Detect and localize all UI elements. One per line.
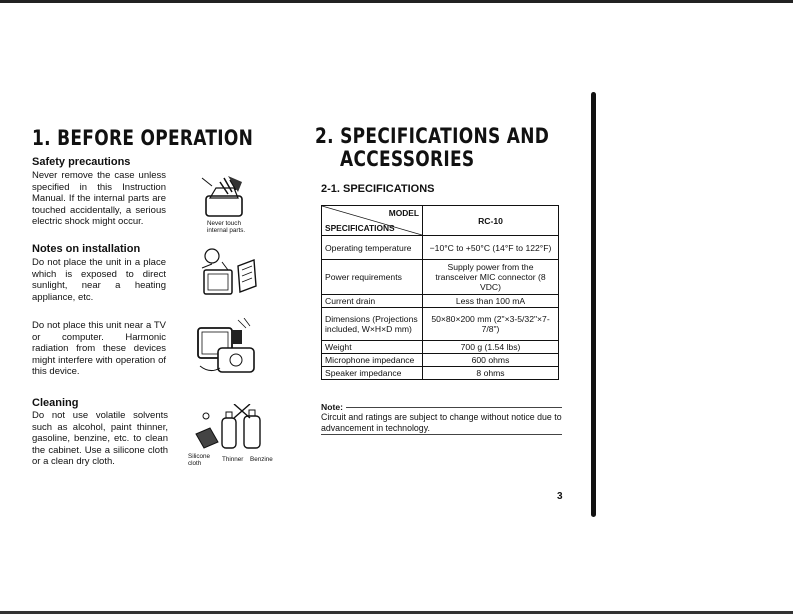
- safety-heading: Safety precautions: [32, 156, 131, 168]
- table-row: [322, 354, 559, 367]
- safety-text: Never remove the case unless specified in this Instruction Manual. If the internal parts are touched accidentally, a serious electric shock might occur.: [32, 170, 166, 228]
- table-row: [322, 236, 559, 260]
- installation-heading: Notes on installation: [32, 243, 141, 255]
- cloth-and-bottles-icon: [192, 404, 268, 452]
- note-bottom-divider: [321, 434, 562, 435]
- sun-and-heater-icon: [198, 246, 260, 300]
- silicone-cloth-caption: Silicone cloth: [188, 453, 211, 468]
- row-value: 600 ohms: [423, 354, 559, 367]
- page-number: 3: [557, 491, 563, 502]
- row-value: 50×80×200 mm (2"×3-5/32"×7-7/8"): [423, 308, 559, 341]
- cleaning-heading: Cleaning: [32, 397, 79, 409]
- table-row: [322, 367, 559, 380]
- row-value: Less than 100 mA: [423, 295, 559, 308]
- section-1-title: 1. BEFORE OPERATION: [32, 126, 254, 151]
- row-value: 8 ohms: [423, 367, 559, 380]
- header-spec-label: SPECIFICATIONS: [325, 223, 395, 233]
- installation-text-tv: Do not place this unit near a TV or computer. Harmonic radiation from these devices might interfere with operation of this device.: [32, 320, 166, 378]
- table-row: [322, 308, 559, 341]
- page-top-edge: [0, 0, 793, 3]
- note-label: Note:: [321, 402, 343, 412]
- table-row: [322, 341, 559, 354]
- row-label: Weight: [322, 341, 423, 354]
- header-diagonal-cell: [322, 206, 423, 236]
- specifications-table: [321, 205, 559, 380]
- table-row: [322, 260, 559, 295]
- row-label: Current drain: [322, 295, 423, 308]
- note-text: Circuit and ratings are subject to change without notice due to advancement in technology.: [321, 412, 562, 433]
- specifications-subheading: 2-1. SPECIFICATIONS: [321, 183, 435, 195]
- table-header-row: [322, 206, 559, 236]
- cleaning-text: Do not use volatile solvents such as alcohol, paint thinner, gasoline, benzine, etc. to clean the cabinet. Use a silicone cloth or a clean dry cloth.: [32, 410, 168, 468]
- note-divider: [346, 407, 562, 408]
- benzine-caption: Benzine: [250, 456, 273, 463]
- table-row: [322, 295, 559, 308]
- model-name-cell: RC-10: [423, 206, 559, 236]
- thinner-caption: Thinner: [222, 456, 244, 463]
- page-binding-rule: [591, 92, 596, 517]
- hand-touching-unit-icon: [198, 176, 250, 220]
- section-2-title-line1: 2. SPECIFICATIONS AND: [315, 124, 550, 149]
- tv-and-unit-icon: [196, 318, 262, 376]
- installation-text-sunlight: Do not place the unit in a place which is exposed to direct sunlight, near a heating appliance, etc.: [32, 257, 166, 303]
- row-value: 700 g (1.54 lbs): [423, 341, 559, 354]
- header-model-label: MODEL: [388, 208, 419, 218]
- row-label: Dimensions (Projections included, W×H×D mm): [322, 308, 423, 341]
- safety-caption: Never touch internal parts.: [207, 220, 246, 235]
- row-value: Supply power from the transceiver MIC connector (8 VDC): [423, 260, 559, 295]
- row-label: Operating temperature: [322, 236, 423, 260]
- section-2-title-line2: ACCESSORIES: [340, 147, 475, 172]
- row-label: Speaker impedance: [322, 367, 423, 380]
- row-label: Power requirements: [322, 260, 423, 295]
- row-value: −10°C to +50°C (14°F to 122°F): [423, 236, 559, 260]
- row-label: Microphone impedance: [322, 354, 423, 367]
